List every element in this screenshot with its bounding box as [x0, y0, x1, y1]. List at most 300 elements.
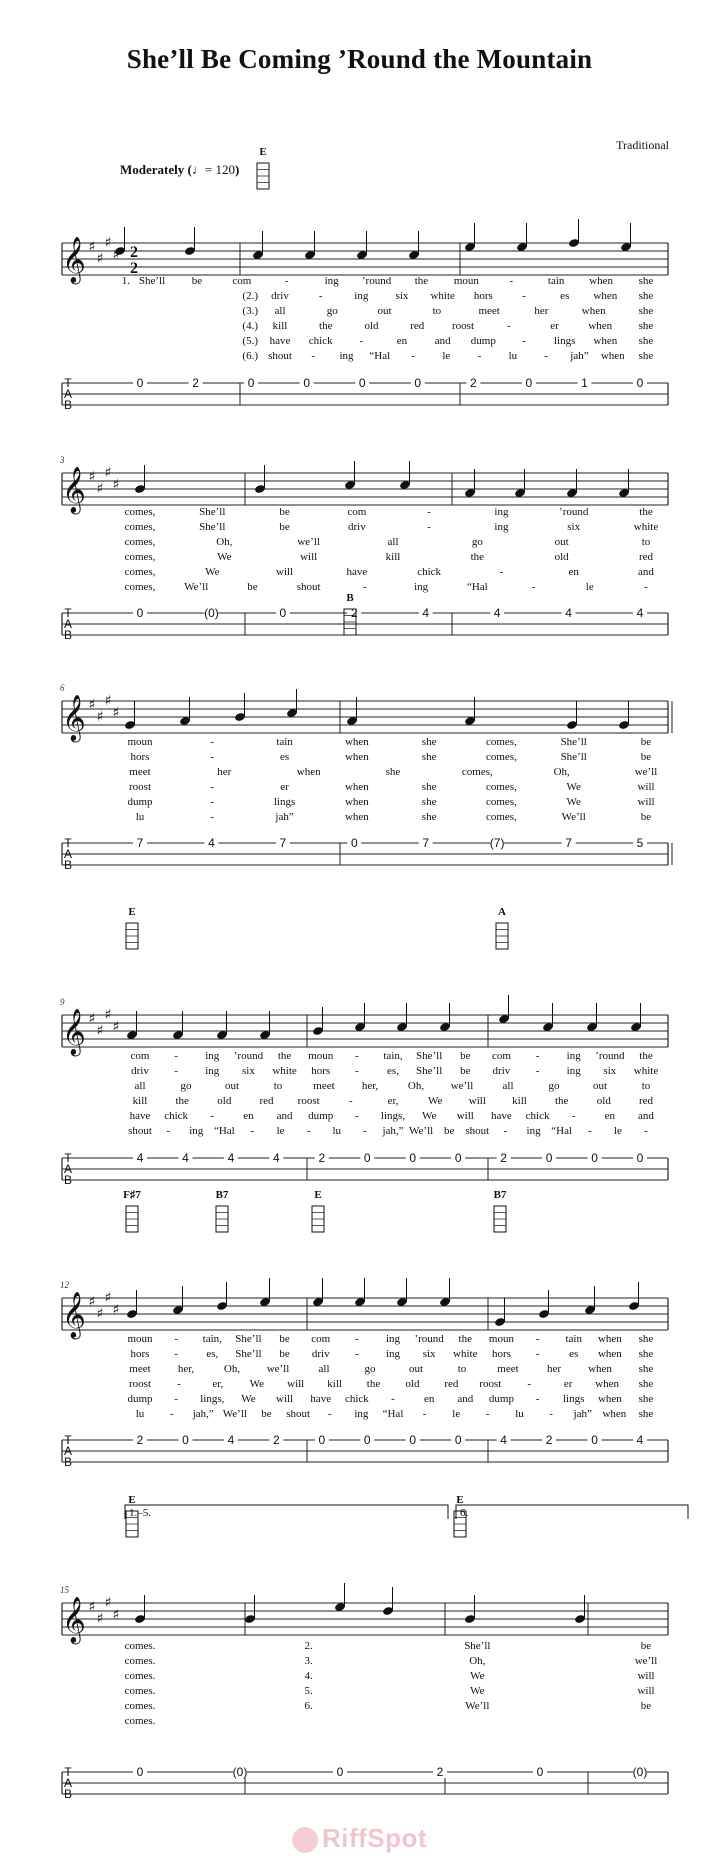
lyric-syllable: le: [442, 350, 451, 362]
logo-mark-icon: [292, 1827, 318, 1853]
lyric-syllable: chick: [308, 335, 333, 347]
lyric-syllable: She’ll: [416, 1065, 443, 1077]
chord-name: E: [128, 906, 136, 918]
lyric-hyphen: -: [210, 736, 215, 748]
lyric-syllable: to: [641, 1080, 651, 1092]
lyric-syllable: es: [569, 1348, 579, 1360]
tab-fret: 4: [227, 1151, 235, 1165]
lyric-syllable: white: [633, 1065, 659, 1077]
lyric-hyphen: -: [210, 781, 215, 793]
lyric-syllable: the: [175, 1095, 189, 1107]
lyric-syllable: roost: [479, 1378, 502, 1390]
tab-fret: 7: [422, 836, 430, 850]
lyric-syllable: 6.: [304, 1700, 313, 1712]
lyric-syllable: en: [423, 1393, 435, 1405]
lyric-syllable: driv: [347, 521, 366, 533]
lyric-syllable: she: [421, 796, 437, 808]
lyric-syllable: all: [274, 305, 286, 317]
lyric-syllable: We: [566, 781, 581, 793]
lyric-syllable: Oh,: [407, 1080, 425, 1092]
verse-number: (5.): [242, 335, 258, 347]
lyric-syllable: go: [364, 1363, 376, 1375]
lyric-syllable: tain,: [383, 1050, 403, 1062]
lyric-syllable: “Hal: [551, 1125, 573, 1137]
lyric-syllable: We: [421, 1110, 437, 1122]
lyric-syllable: old: [405, 1378, 420, 1390]
lyric-syllable: ing: [205, 1050, 220, 1062]
tempo-bpm: = 120: [204, 162, 235, 177]
lyric-syllable: We: [217, 551, 232, 563]
lyric-syllable: her,: [361, 1080, 379, 1092]
lyric-syllable: jah”: [573, 1408, 592, 1420]
lyric-syllable: she: [638, 1378, 654, 1390]
lyric-syllable: when: [344, 736, 369, 748]
lyric-syllable: six: [603, 1065, 617, 1077]
measure-number: 15: [60, 1585, 69, 1595]
lyric-syllable: roost: [129, 1378, 151, 1390]
tab-fret: (0): [204, 606, 219, 620]
lyric-hyphen: -: [210, 751, 215, 763]
lyric-syllable: white: [272, 1065, 297, 1077]
lyric-syllable: lings: [563, 1393, 585, 1405]
verse-number: (3.): [242, 305, 258, 317]
lyric-syllable: be: [279, 521, 290, 533]
lyric-syllable: she: [638, 1408, 654, 1420]
lyric-syllable: be: [640, 1640, 652, 1652]
lyric-syllable: er: [280, 781, 289, 793]
lyric-hyphen: -: [644, 581, 648, 593]
lyric-syllable: jah,”: [192, 1408, 214, 1420]
lyric-syllable: all: [318, 1363, 330, 1375]
lyric-hyphen: -: [531, 581, 536, 593]
tab-fret: 0: [454, 1433, 462, 1447]
lyric-hyphen: -: [177, 1378, 181, 1390]
lyric-syllable: meet: [497, 1363, 519, 1375]
sharp-icon: ♯: [88, 469, 96, 485]
lyric-syllable: comes,: [124, 506, 156, 518]
lyric-hyphen: -: [174, 1050, 178, 1062]
lyric-syllable: she: [638, 335, 654, 347]
lyric-syllable: driv: [492, 1065, 511, 1077]
treble-clef-icon: 𝄞: [62, 1597, 86, 1643]
lyric-syllable: she: [638, 275, 654, 287]
tab-clef-b: B: [63, 1787, 73, 1801]
lyric-syllable: comes,: [124, 521, 156, 533]
lyric-syllable: when: [344, 781, 369, 793]
lyric-syllable: es: [560, 290, 570, 302]
lyric-syllable: ing: [526, 1125, 541, 1137]
lyric-hyphen: -: [644, 1125, 648, 1137]
lyric-hyphen: -: [535, 1050, 540, 1062]
lyric-syllable: shout: [128, 1125, 152, 1137]
lyric-syllable: go: [548, 1080, 560, 1092]
lyric-hyphen: -: [535, 1348, 540, 1360]
lyric-syllable: ’round: [414, 1333, 444, 1345]
lyric-hyphen: -: [318, 290, 323, 302]
lyric-syllable: when: [597, 1393, 622, 1405]
lyric-syllable: will: [637, 1685, 655, 1697]
verse-number: 1.: [121, 275, 130, 287]
sharp-icon: ♯: [96, 709, 104, 725]
lyric-syllable: when: [588, 1363, 612, 1375]
lyric-syllable: comes.: [124, 1685, 156, 1697]
sharp-icon: ♯: [96, 1611, 104, 1627]
lyric-syllable: kill: [272, 320, 288, 332]
lyric-syllable: We: [249, 1378, 264, 1390]
lyric-hyphen: -: [535, 1333, 540, 1345]
tab-clef-b: B: [63, 628, 73, 642]
lyric-syllable: be: [279, 1333, 290, 1345]
lyric-syllable: we’ll: [297, 536, 320, 548]
lyric-hyphen: -: [169, 1408, 174, 1420]
tab-fret: (0): [632, 1765, 648, 1779]
lyric-syllable: have: [491, 1110, 512, 1122]
lyric-syllable: ing: [566, 1050, 581, 1062]
quarter-note-icon: ♩: [191, 162, 205, 177]
lyric-syllable: be: [460, 1065, 471, 1077]
lyric-syllable: she: [638, 1333, 654, 1345]
lyric-syllable: ing: [385, 1348, 401, 1360]
lyric-hyphen: -: [355, 1333, 359, 1345]
lyric-syllable: old: [554, 551, 569, 563]
tab-fret: 4: [208, 836, 215, 850]
tab-fret: 0: [350, 836, 358, 850]
tab-fret: 4: [273, 1151, 280, 1165]
lyric-hyphen: -: [427, 506, 431, 518]
sharp-icon: ♯: [104, 235, 112, 251]
lyric-syllable: six: [422, 1348, 436, 1360]
lyric-syllable: es,: [387, 1065, 399, 1077]
lyric-syllable: shout: [465, 1125, 490, 1137]
lyric-syllable: lu: [508, 350, 518, 362]
lyric-syllable: old: [217, 1095, 232, 1107]
lyric-syllable: she: [638, 350, 654, 362]
lyric-syllable: kill: [327, 1378, 342, 1390]
sharp-icon: ♯: [112, 705, 120, 721]
lyric-syllable: will: [637, 796, 655, 808]
lyric-syllable: kill: [132, 1095, 148, 1107]
lyric-syllable: when: [344, 751, 369, 763]
tab-fret: 0: [409, 1151, 417, 1165]
lyric-syllable: She’ll: [560, 751, 587, 763]
lyric-syllable: jah,”: [382, 1125, 404, 1137]
lyric-syllable: her: [217, 766, 232, 778]
lyric-syllable: the: [458, 1333, 473, 1345]
lyric-syllable: dump: [127, 1393, 153, 1405]
lyric-syllable: six: [395, 290, 409, 302]
tab-fret: 2: [545, 1433, 553, 1447]
tab-fret: 4: [500, 1433, 507, 1447]
lyric-syllable: comes.: [124, 1715, 156, 1727]
lyric-syllable: comes,: [485, 796, 517, 808]
lyric-syllable: have: [129, 1110, 151, 1122]
lyric-hyphen: -: [422, 1408, 427, 1420]
lyric-syllable: lu: [135, 811, 145, 823]
time-signature-bottom: 2: [130, 260, 138, 277]
lyric-syllable: tain: [276, 736, 293, 748]
tab-fret: 0: [591, 1433, 598, 1447]
lyric-syllable: all: [387, 536, 399, 548]
lyric-syllable: hors: [473, 290, 493, 302]
lyric-hyphen: -: [359, 335, 364, 347]
lyric-hyphen: -: [174, 1065, 178, 1077]
lyric-syllable: go: [326, 305, 338, 317]
lyric-syllable: roost: [452, 320, 474, 332]
lyric-syllable: when: [600, 350, 625, 362]
chord-name: B7: [493, 1189, 507, 1201]
lyric-hyphen: -: [411, 350, 415, 362]
lyric-syllable: comes,: [124, 536, 156, 548]
lyric-syllable: en: [568, 566, 579, 578]
tab-fret: 7: [136, 836, 144, 850]
tab-fret: 4: [422, 606, 430, 620]
lyric-syllable: have: [269, 335, 291, 347]
lyric-syllable: comes,: [124, 581, 156, 593]
lyric-syllable: her,: [177, 1363, 195, 1375]
lyric-hyphen: -: [363, 581, 367, 593]
lyric-syllable: red: [410, 320, 425, 332]
chord-name: F♯7: [123, 1189, 141, 1201]
lyric-syllable: she: [421, 811, 437, 823]
lyric-syllable: Oh,: [553, 766, 570, 778]
lyric-syllable: all: [502, 1080, 514, 1092]
tab-fret: 0: [525, 376, 533, 390]
tab-clef-t: T: [64, 1765, 72, 1779]
lyric-syllable: chick: [164, 1110, 189, 1122]
lyric-hyphen: -: [391, 1393, 395, 1405]
sharp-icon: ♯: [96, 481, 104, 497]
lyric-syllable: hors: [130, 1348, 150, 1360]
lyric-syllable: lu: [515, 1408, 524, 1420]
tab-fret: 0: [636, 376, 644, 390]
lyric-syllable: have: [346, 566, 368, 578]
lyric-syllable: ’round: [233, 1050, 264, 1062]
lyric-hyphen: -: [522, 335, 526, 347]
volta-label: 6.: [460, 1507, 469, 1519]
lyric-syllable: le: [613, 1125, 622, 1137]
lyric-syllable: We’ll: [561, 811, 586, 823]
lyric-syllable: the: [639, 506, 653, 518]
lyric-syllable: ing: [414, 581, 429, 593]
lyric-syllable: dump: [127, 796, 153, 808]
lyric-syllable: will: [456, 1110, 474, 1122]
lyric-syllable: red: [638, 1095, 654, 1107]
lyric-syllable: will: [276, 566, 294, 578]
tab-clef-a: A: [63, 1162, 73, 1176]
system-2: [62, 461, 668, 635]
tab-fret: 2: [273, 1433, 280, 1447]
sharp-icon: ♯: [104, 693, 112, 709]
lyric-hyphen: -: [210, 796, 215, 808]
lyric-syllable: ’round: [361, 275, 392, 287]
lyric-syllable: out: [408, 1363, 424, 1375]
lyric-syllable: We’ll: [409, 1125, 434, 1137]
tab-fret: 0: [318, 1433, 326, 1447]
lyric-hyphen: -: [250, 1125, 255, 1137]
lyric-syllable: We: [566, 796, 581, 808]
sharp-icon: ♯: [104, 1290, 112, 1306]
lyric-syllable: shout: [296, 581, 321, 593]
lyric-hyphen: -: [486, 1408, 490, 1420]
lyric-syllable: when: [588, 320, 613, 332]
lyric-syllable: en: [604, 1110, 616, 1122]
sharp-icon: ♯: [88, 1599, 96, 1615]
lyric-syllable: en: [243, 1110, 254, 1122]
lyric-syllable: be: [261, 1408, 272, 1420]
lyric-syllable: We’ll: [465, 1700, 490, 1712]
sharp-icon: ♯: [104, 465, 112, 481]
lyric-syllable: to: [641, 536, 651, 548]
chord-name: A: [498, 906, 506, 918]
lyric-syllable: comes,: [124, 551, 156, 563]
lyric-syllable: ing: [324, 275, 339, 287]
lyric-syllable: white: [430, 290, 455, 302]
lyric-syllable: when: [296, 766, 321, 778]
sharp-icon: ♯: [112, 247, 120, 263]
lyric-syllable: ing: [494, 506, 509, 518]
volta-label: 1.–5.: [129, 1507, 151, 1519]
lyric-syllable: white: [633, 521, 659, 533]
lyric-hyphen: -: [306, 1125, 311, 1137]
lyric-syllable: will: [276, 1393, 294, 1405]
lyric-syllable: “Hal: [382, 1408, 404, 1420]
tab-fret: 0: [247, 376, 255, 390]
lyric-syllable: we’ll: [266, 1363, 290, 1375]
lyric-syllable: moun: [453, 275, 479, 287]
lyric-syllable: we’ll: [450, 1080, 474, 1092]
lyric-syllable: es,: [206, 1348, 219, 1360]
lyric-syllable: and: [638, 566, 654, 578]
lyric-hyphen: -: [327, 1408, 332, 1420]
lyric-syllable: She’ll: [560, 736, 587, 748]
tab-clef-a: A: [63, 387, 73, 401]
lyric-syllable: She’ll: [235, 1333, 262, 1345]
lyric-syllable: shout: [286, 1408, 311, 1420]
lyric-syllable: her: [546, 1363, 562, 1375]
tab-clef-t: T: [64, 376, 72, 390]
lyric-hyphen: -: [174, 1393, 178, 1405]
lyric-syllable: to: [432, 305, 442, 317]
lyric-syllable: will: [637, 1670, 655, 1682]
lyric-syllable: be: [279, 506, 290, 518]
lyric-syllable: chick: [525, 1110, 550, 1122]
lyric-syllable: the: [277, 1050, 292, 1062]
sharp-icon: ♯: [88, 1011, 96, 1027]
lyric-hyphen: -: [477, 350, 482, 362]
lyric-syllable: when: [589, 275, 614, 287]
lyric-syllable: meet: [129, 1363, 151, 1375]
riffspot-logo: [0, 1823, 719, 1854]
lyric-hyphen: -: [503, 1125, 508, 1137]
lyric-syllable: tain: [565, 1333, 582, 1345]
lyric-syllable: go: [180, 1080, 192, 1092]
lyric-syllable: the: [470, 551, 485, 563]
lyric-hyphen: -: [355, 1348, 359, 1360]
lyric-syllable: will: [637, 781, 655, 793]
lyric-syllable: We: [241, 1393, 256, 1405]
lyric-syllable: be: [247, 581, 258, 593]
lyric-syllable: jah”: [275, 811, 294, 823]
lyric-syllable: be: [279, 1348, 290, 1360]
lyric-syllable: comes,: [461, 766, 493, 778]
lyric-syllable: red: [259, 1095, 274, 1107]
lyric-syllable: hors: [491, 1348, 511, 1360]
lyric-syllable: es: [279, 751, 290, 763]
sharp-icon: ♯: [88, 697, 96, 713]
lyric-hyphen: -: [348, 1095, 353, 1107]
treble-clef-icon: 𝄞: [62, 1009, 86, 1055]
tab-fret: 0: [303, 376, 311, 390]
lyric-syllable: comes.: [124, 1640, 156, 1652]
lyric-syllable: and: [638, 1110, 654, 1122]
lyric-syllable: lings: [273, 796, 296, 808]
lyric-syllable: comes,: [485, 751, 517, 763]
lyric-syllable: le: [276, 1125, 285, 1137]
composer: Traditional: [616, 138, 669, 152]
tab-fret: 4: [636, 606, 644, 620]
lyric-hyphen: -: [355, 1110, 359, 1122]
lyric-syllable: jah”: [570, 350, 589, 362]
lyric-syllable: shout: [268, 350, 292, 362]
lyric-syllable: er: [550, 320, 559, 332]
lyric-syllable: the: [414, 275, 429, 287]
lyric-syllable: dump: [470, 335, 496, 347]
tab-clef-a: A: [63, 617, 73, 631]
lyric-syllable: er: [563, 1378, 573, 1390]
sharp-icon: ♯: [104, 1007, 112, 1023]
tab-fret: 2: [350, 606, 358, 620]
lyric-hyphen: -: [535, 1065, 540, 1077]
chord-name: E: [259, 146, 267, 158]
lyric-hyphen: -: [527, 1378, 532, 1390]
tab-fret: (0): [232, 1765, 248, 1779]
lyric-hyphen: -: [535, 1393, 540, 1405]
measure-number: 3: [60, 455, 65, 465]
tab-fret: 0: [279, 606, 287, 620]
lyric-syllable: the: [319, 320, 333, 332]
measure-number: 9: [60, 997, 65, 1007]
lyric-syllable: comes.: [124, 1700, 156, 1712]
chord-name: E: [456, 1494, 464, 1506]
lyric-syllable: kill: [385, 551, 401, 563]
lyric-syllable: comes.: [124, 1670, 156, 1682]
verse-number: (6.): [242, 350, 258, 362]
lyric-syllable: ’round: [559, 506, 589, 518]
lyric-hyphen: -: [355, 1065, 359, 1077]
system-6: [62, 1505, 688, 1794]
tab-fret: 0: [358, 376, 366, 390]
lyric-syllable: when: [344, 811, 369, 823]
lyric-hyphen: -: [571, 1110, 576, 1122]
lyric-syllable: “Hal: [213, 1125, 235, 1137]
sharp-icon: ♯: [96, 1023, 104, 1039]
lyric-syllable: out: [554, 536, 569, 548]
lyric-syllable: ing: [189, 1125, 204, 1137]
lyric-syllable: She’ll: [235, 1348, 262, 1360]
tab-fret: 0: [414, 376, 422, 390]
lyric-syllable: meet: [129, 766, 151, 778]
lyric-syllable: old: [364, 320, 379, 332]
lyric-syllable: be: [640, 736, 652, 748]
tab-clef-b: B: [63, 858, 73, 872]
lyric-syllable: “Hal: [466, 581, 488, 593]
tab-fret: 7: [565, 836, 572, 850]
tab-fret: 0: [136, 376, 144, 390]
lyric-hyphen: -: [506, 320, 511, 332]
lyric-syllable: tain: [547, 275, 565, 287]
lyric-syllable: com: [232, 275, 252, 287]
chord-name: E: [128, 1494, 136, 1506]
